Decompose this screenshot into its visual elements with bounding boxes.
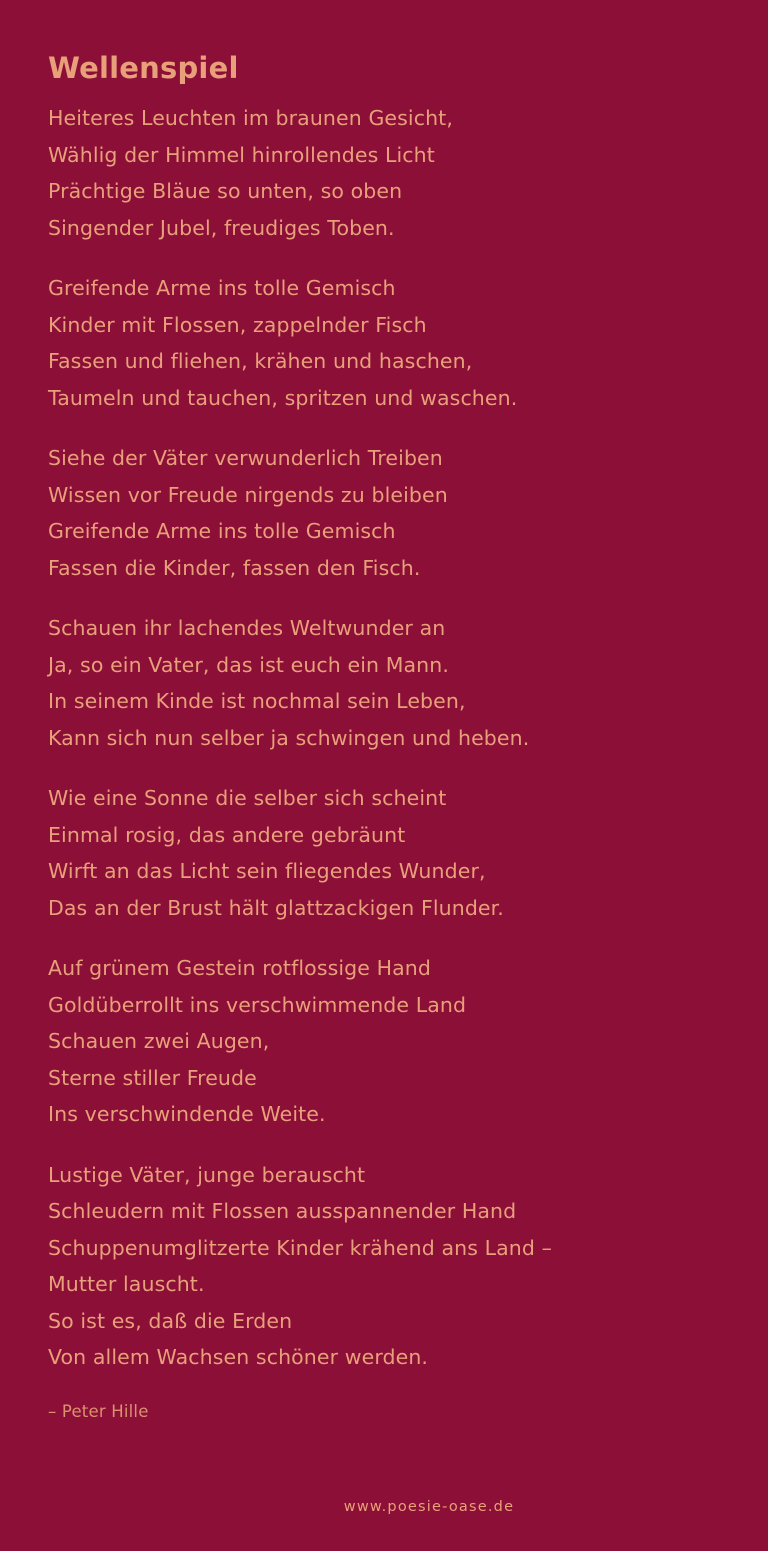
stanza <box>48 100 720 246</box>
poem-line: Wirft an das Licht sein fliegendes Wunder, <box>48 859 486 884</box>
stanza <box>48 440 720 586</box>
poem-line: Schauen ihr lachendes Weltwunder an <box>48 616 446 641</box>
stanza <box>48 270 720 416</box>
stanza <box>48 1157 720 1376</box>
poem-line: Ins verschwindende Weite. <box>48 1102 326 1127</box>
poem-line: Wissen vor Freude nirgends zu bleiben <box>48 482 448 507</box>
poem-line: So ist es, daß die Erden <box>48 1308 293 1333</box>
poem-author: – Peter Hille <box>48 1401 149 1421</box>
poem-line: Goldüberrollt ins verschwimmende Land <box>48 992 467 1017</box>
poem-line: Heiteres Leuchten im braunen Gesicht, <box>48 106 453 131</box>
page-title: Wellenspiel <box>48 51 239 85</box>
poem-line: Schuppenumglitzerte Kinder krähend ans Land – <box>48 1235 552 1260</box>
poem-line: Wie eine Sonne die selber sich scheint <box>48 786 447 811</box>
poem-line: Schauen zwei Augen, <box>48 1029 270 1054</box>
poem-line: Kinder mit Flossen, zappelnder Fisch <box>48 312 427 337</box>
poem-line: Siehe der Väter verwunderlich Treiben <box>48 446 443 471</box>
poem-line: Greifende Arme ins tolle Gemisch <box>48 519 396 544</box>
stanza <box>48 780 720 926</box>
poem-line: Einmal rosig, das andere gebräunt <box>48 822 406 847</box>
stanza <box>48 610 720 756</box>
poem-line: Wählig der Himmel hinrollendes Licht <box>48 142 435 167</box>
poem-line: Auf grünem Gestein rotflossige Hand <box>48 956 431 981</box>
stanza <box>48 950 720 1133</box>
poem-line: Mutter lauscht. <box>48 1272 205 1297</box>
poem-line: Das an der Brust hält glattzackigen Flunder. <box>48 895 504 920</box>
poem-line: Taumeln und tauchen, spritzen und waschen. <box>48 385 518 410</box>
poem-line: In seinem Kinde ist nochmal sein Leben, <box>48 689 466 714</box>
poem-line: Fassen die Kinder, fassen den Fisch. <box>48 555 421 580</box>
poem-line: Ja, so ein Vater, das ist euch ein Mann. <box>48 652 449 677</box>
poem-line: Sterne stiller Freude <box>48 1065 257 1090</box>
poem-line: Kann sich nun selber ja schwingen und heben. <box>48 725 530 750</box>
site-credit: www.poesie-oase.de <box>343 1499 515 1515</box>
poem-line: Von allem Wachsen schöner werden. <box>48 1345 429 1370</box>
poem-line: Schleudern mit Flossen ausspannender Hand <box>48 1199 517 1224</box>
poem-line: Greifende Arme ins tolle Gemisch <box>48 276 396 301</box>
poem-line: Prächtige Bläue so unten, so oben <box>48 179 403 204</box>
poem-body <box>48 100 720 1376</box>
poem-line: Singender Jubel, freudiges Toben. <box>48 215 395 240</box>
poem-line: Lustige Väter, junge berauscht <box>48 1162 366 1187</box>
poem-line: Fassen und fliehen, krähen und haschen, <box>48 349 473 374</box>
